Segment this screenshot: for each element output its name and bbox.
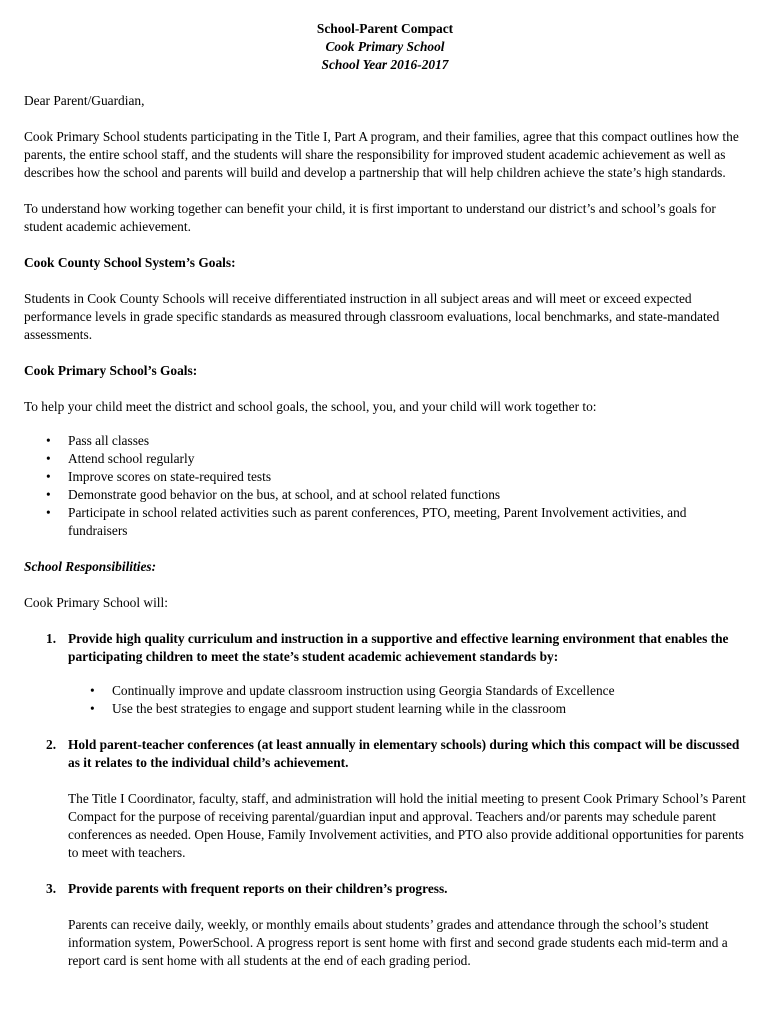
responsibility-item	[46, 880, 746, 970]
responsibility-item	[46, 736, 746, 862]
school-name: Cook Primary School	[325, 39, 445, 54]
item-number: 1.	[46, 631, 57, 646]
item-number: 2.	[46, 737, 57, 752]
district-goals-text: Students in Cook County Schools will receive differentiated instruction in all subject areas and will meet or exceed expected performance levels in grade specific standards as measured through classroom evaluations, local benchmarks, and state-mandated assessments.	[24, 291, 720, 342]
school-goals-intro: To help your child meet the district and school goals, the school, you, and your child will work together to:	[24, 399, 597, 414]
intro-paragraph: Cook Primary School students participating in the Title I, Part A program, and their families, agree that this compact outlines how the parents, the entire school staff, and the students will share the responsibility for improved student academic achievement as well as describes how the school and parents will build and develop a partnership that will help children achieve the state’s high standards.	[24, 129, 739, 180]
list-item: • Attend school regularly	[68, 450, 746, 468]
list-item: • Use the best strategies to engage and support student learning while in the classroom	[112, 700, 746, 718]
responsibilities-intro: Cook Primary School will:	[24, 595, 168, 610]
responsibility-bullets	[68, 682, 746, 718]
district-goals-heading: Cook County School System’s Goals:	[24, 255, 236, 270]
school-year: School Year 2016-2017	[321, 57, 449, 72]
document-header	[24, 20, 746, 74]
responsibility-body: The Title I Coordinator, faculty, staff, and administration will hold the initial meeting to present Cook Primary School’s Parent Compact for the purpose of receiving parental/guardian input and approval. Teachers and/or parents may schedule parent conferences as needed. Open House, Family Involvement activities, and PTO also provide additional opportunities for parents to meet with teachers.	[68, 791, 746, 860]
list-item: • Improve scores on state-required tests	[68, 468, 746, 486]
responsibility-title: Provide parents with frequent reports on their children’s progress.	[68, 881, 448, 896]
list-item: • Participate in school related activities such as parent conferences, PTO, meeting, Parent Involvement activities, and fundraisers	[68, 504, 746, 540]
list-item: • Continually improve and update classroom instruction using Georgia Standards of Excellence	[112, 682, 746, 700]
responsibility-title: Hold parent-teacher conferences (at least annually in elementary schools) during which this compact will be discussed as it relates to the individual child’s achievement.	[68, 737, 740, 770]
list-item: • Demonstrate good behavior on the bus, at school, and at school related functions	[68, 486, 746, 504]
school-goals-list	[24, 432, 746, 540]
responsibilities-heading: School Responsibilities:	[24, 559, 157, 574]
school-goals-heading: Cook Primary School’s Goals:	[24, 363, 198, 378]
responsibility-item	[46, 630, 746, 718]
document-title: School-Parent Compact	[316, 21, 454, 36]
list-item: • Pass all classes	[68, 432, 746, 450]
responsibility-title: Provide high quality curriculum and instruction in a supportive and effective learning environment that enables the participating children to meet the state’s student academic achievement standards by:	[68, 631, 729, 664]
responsibilities-list	[24, 630, 746, 970]
understand-paragraph: To understand how working together can benefit your child, it is first important to understand our district’s and school’s goals for student academic achievement.	[24, 201, 716, 234]
responsibility-body: Parents can receive daily, weekly, or monthly emails about students’ grades and attendance through the school’s student information system, PowerSchool. A progress report is sent home with first and second grade students each mid-term and a report card is sent home with all students at the end of each grading period.	[68, 917, 728, 968]
salutation: Dear Parent/Guardian,	[24, 93, 145, 108]
item-number: 3.	[46, 881, 57, 896]
